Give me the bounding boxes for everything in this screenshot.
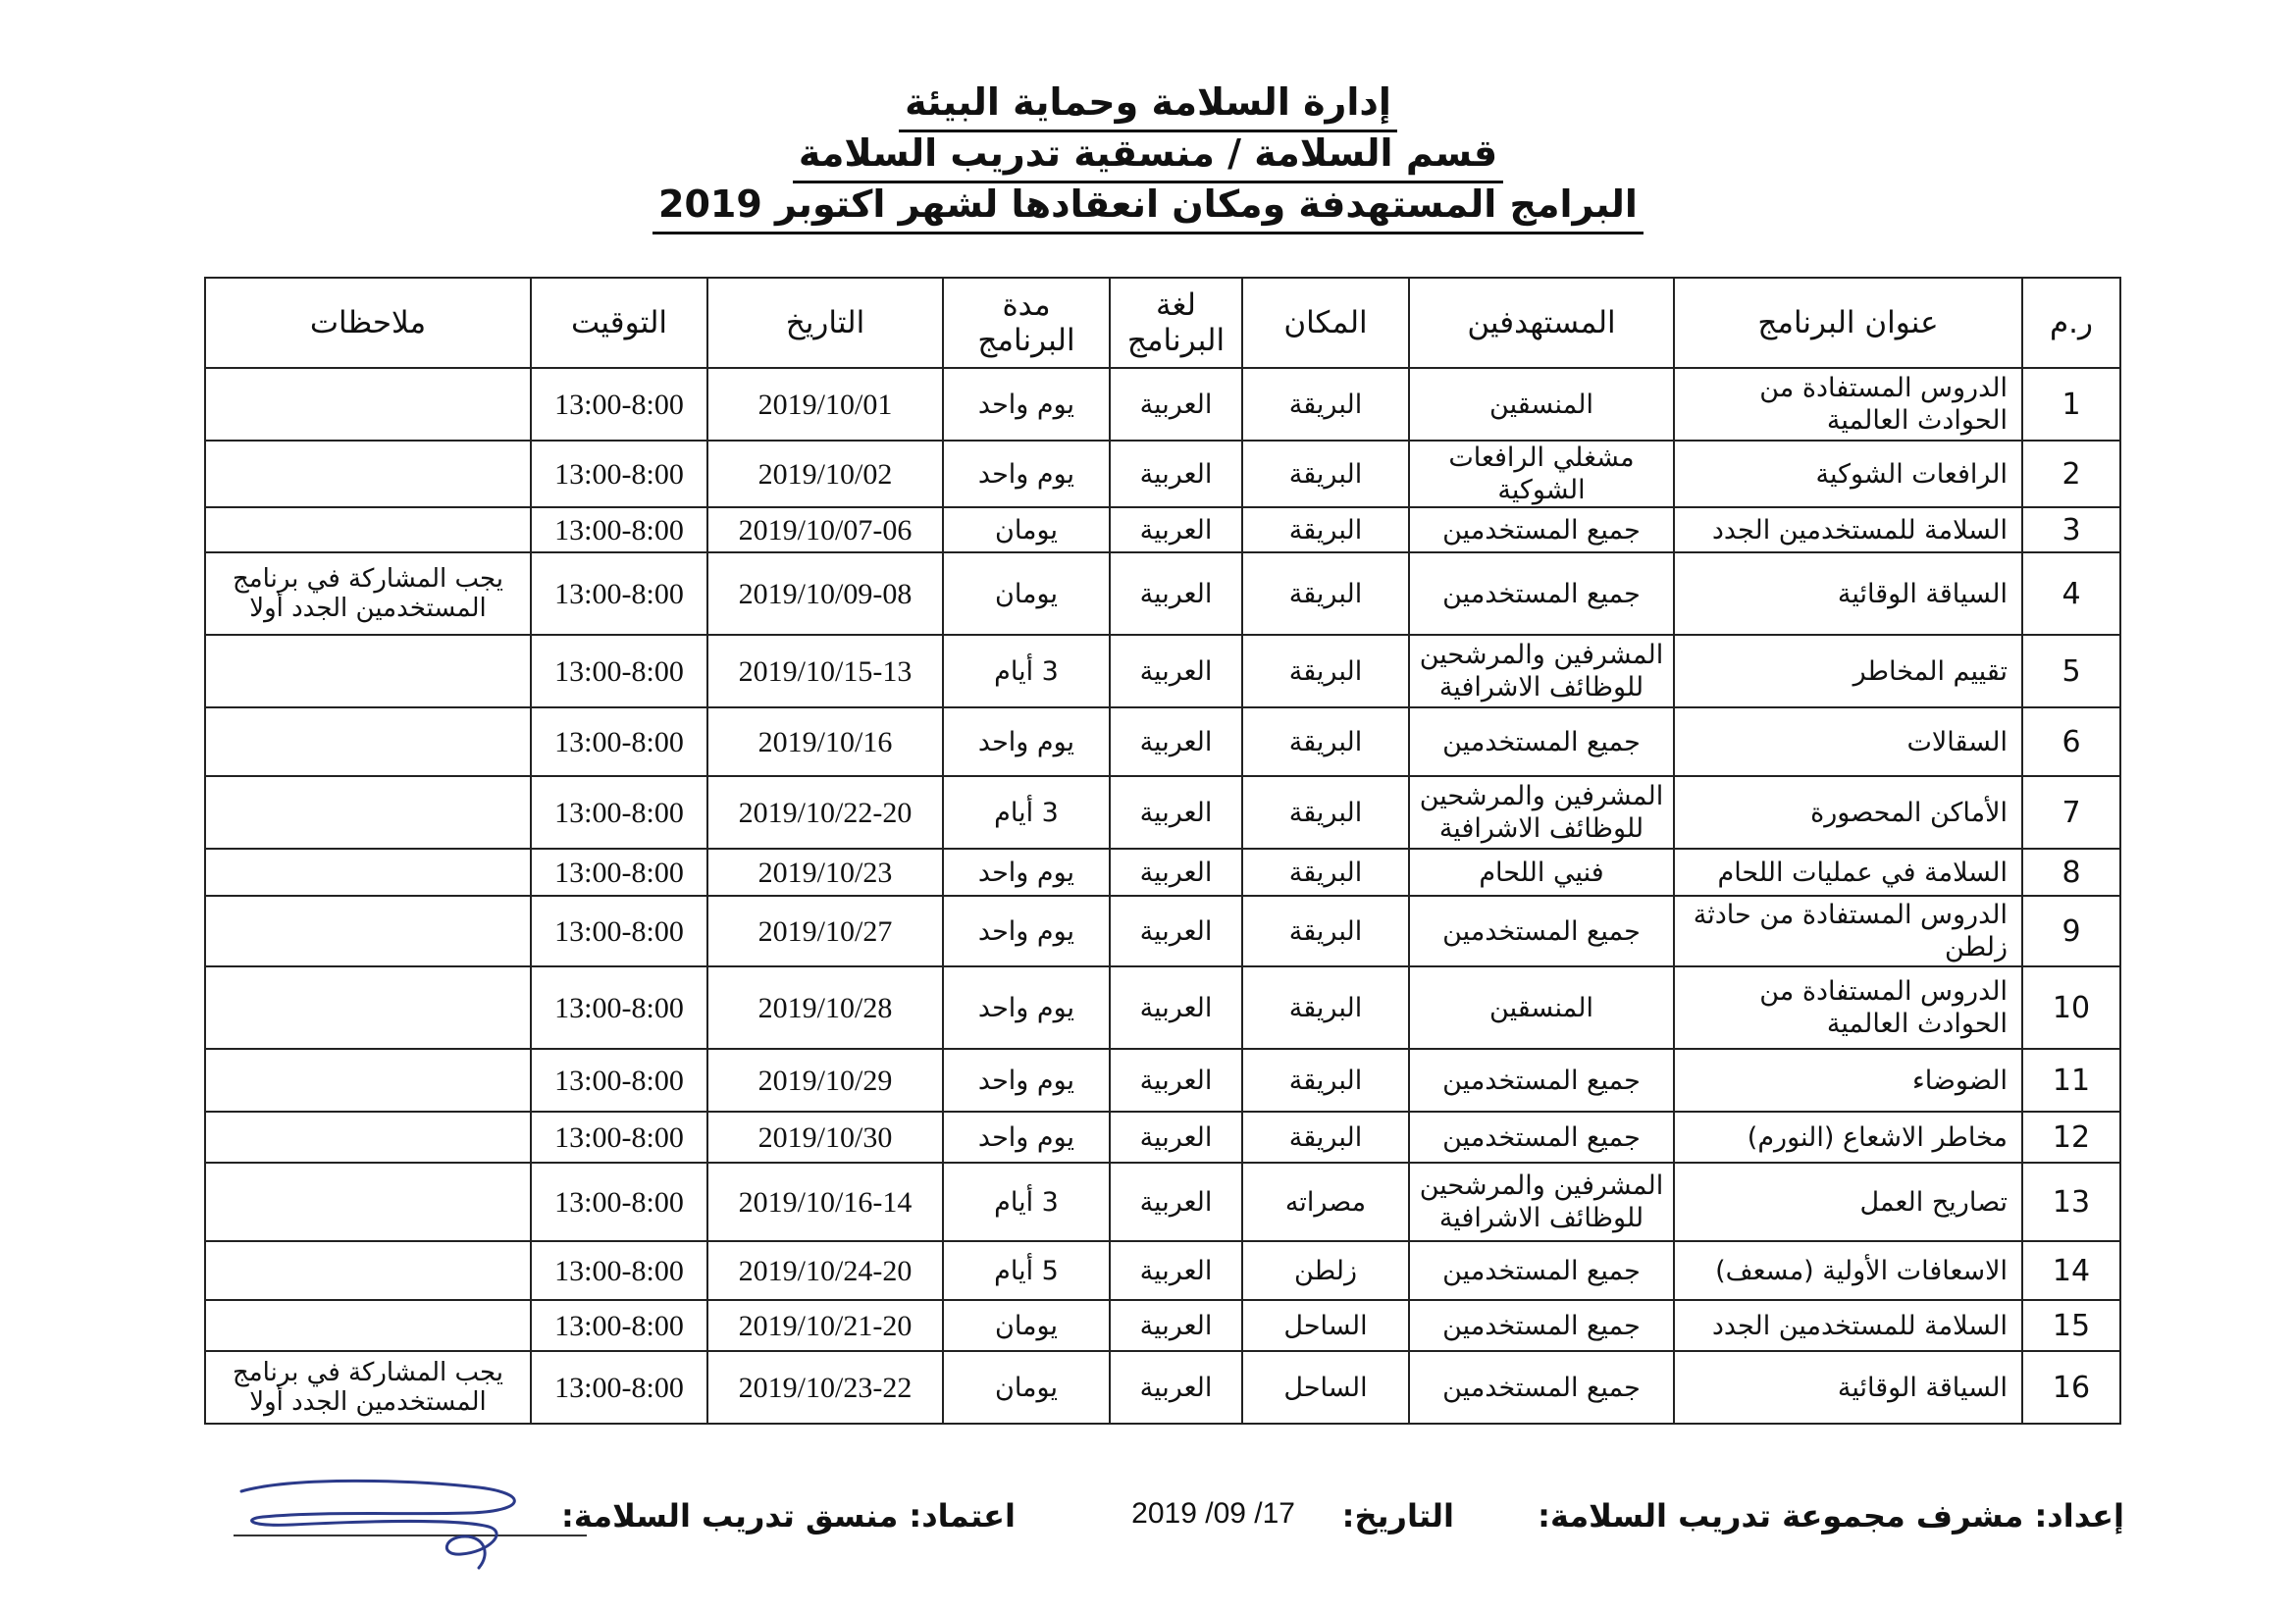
cell-time: 13:00-8:00: [531, 1241, 707, 1300]
cell-time: 13:00-8:00: [531, 635, 707, 707]
cell-target: جميع المستخدمين: [1409, 552, 1674, 635]
cell-notes: [205, 507, 531, 552]
cell-date: 2019/10/07-06: [707, 507, 943, 552]
cell-num: 2: [2022, 441, 2120, 507]
cell-notes: [205, 896, 531, 966]
cell-language: العربية: [1110, 1300, 1242, 1351]
cell-time: 13:00-8:00: [531, 707, 707, 776]
cell-title: تصاريح العمل: [1674, 1163, 2022, 1241]
table-row: [205, 849, 2120, 896]
header-section: قسم السلامة / منسقية تدريب السلامة: [0, 128, 2296, 179]
cell-date: 2019/10/24-20: [707, 1241, 943, 1300]
document-header: [0, 77, 2296, 230]
cell-date: 2019/10/23-22: [707, 1351, 943, 1424]
cell-notes: [205, 368, 531, 441]
cell-notes: [205, 966, 531, 1049]
cell-time: 13:00-8:00: [531, 776, 707, 849]
cell-duration: يوم واحد: [943, 368, 1110, 441]
cell-date: 2019/10/23: [707, 849, 943, 896]
cell-language: العربية: [1110, 1163, 1242, 1241]
cell-date: 2019/10/02: [707, 441, 943, 507]
cell-place: البريقة: [1242, 441, 1409, 507]
cell-notes: [205, 1300, 531, 1351]
cell-target: جميع المستخدمين: [1409, 707, 1674, 776]
cell-target: المشرفين والمرشحين للوظائف الاشرافية: [1409, 1163, 1674, 1241]
cell-target: جميع المستخدمين: [1409, 1300, 1674, 1351]
cell-num: 15: [2022, 1300, 2120, 1351]
table-row: [205, 552, 2120, 635]
cell-time: 13:00-8:00: [531, 552, 707, 635]
cell-title: الضوضاء: [1674, 1049, 2022, 1112]
cell-place: مصراته: [1242, 1163, 1409, 1241]
schedule-table-wrap: [206, 277, 2121, 1425]
cell-place: البريقة: [1242, 849, 1409, 896]
cell-time: 13:00-8:00: [531, 966, 707, 1049]
cell-notes: [205, 707, 531, 776]
cell-title: مخاطر الاشعاع (النورم): [1674, 1112, 2022, 1163]
cell-language: العربية: [1110, 368, 1242, 441]
cell-language: العربية: [1110, 776, 1242, 849]
table-row: [205, 1241, 2120, 1300]
cell-place: البريقة: [1242, 552, 1409, 635]
header-title: عنوان البرنامج: [1674, 278, 2022, 368]
cell-language: العربية: [1110, 1351, 1242, 1424]
cell-notes: [205, 1112, 531, 1163]
cell-date: 2019/10/15-13: [707, 635, 943, 707]
cell-time: 13:00-8:00: [531, 896, 707, 966]
cell-title: الاسعافات الأولية (مسعف): [1674, 1241, 2022, 1300]
date-value: 2019 /09 /17: [1131, 1497, 1295, 1530]
cell-num: 6: [2022, 707, 2120, 776]
cell-title: الدروس المستفادة من الحوادث العالمية: [1674, 368, 2022, 441]
cell-duration: يومان: [943, 1351, 1110, 1424]
header-target: المستهدفين: [1409, 278, 1674, 368]
table-row: [205, 368, 2120, 441]
cell-target: المنسقين: [1409, 966, 1674, 1049]
cell-num: 5: [2022, 635, 2120, 707]
cell-language: العربية: [1110, 635, 1242, 707]
cell-time: 13:00-8:00: [531, 1112, 707, 1163]
cell-target: جميع المستخدمين: [1409, 507, 1674, 552]
schedule-table: [204, 277, 2121, 1425]
cell-time: 13:00-8:00: [531, 441, 707, 507]
cell-notes: [205, 635, 531, 707]
cell-date: 2019/10/28: [707, 966, 943, 1049]
header-department: إدارة السلامة وحماية البيئة: [0, 77, 2296, 128]
cell-target: جميع المستخدمين: [1409, 1112, 1674, 1163]
cell-num: 14: [2022, 1241, 2120, 1300]
cell-duration: يوم واحد: [943, 707, 1110, 776]
header-language: لغة البرنامج: [1110, 278, 1242, 368]
header-schedule-title: البرامج المستهدفة ومكان انعقادها لشهر اكتوبر 2019: [0, 179, 2296, 230]
table-header-row: [205, 278, 2120, 368]
cell-notes: يجب المشاركة في برنامج المستخدمين الجدد أولا: [205, 1351, 531, 1424]
cell-place: البريقة: [1242, 635, 1409, 707]
date-label: التاريخ:: [1341, 1497, 1454, 1535]
prepared-by-label: إعداد: مشرف مجموعة تدريب السلامة:: [1538, 1497, 2124, 1535]
table-row: [205, 1300, 2120, 1351]
cell-target: المشرفين والمرشحين للوظائف الاشرافية: [1409, 635, 1674, 707]
cell-num: 8: [2022, 849, 2120, 896]
cell-target: جميع المستخدمين: [1409, 1241, 1674, 1300]
cell-notes: [205, 849, 531, 896]
cell-language: العربية: [1110, 966, 1242, 1049]
cell-place: البريقة: [1242, 507, 1409, 552]
cell-title: الرافعات الشوكية: [1674, 441, 2022, 507]
cell-date: 2019/10/16-14: [707, 1163, 943, 1241]
table-row: [205, 1351, 2120, 1424]
cell-notes: [205, 776, 531, 849]
cell-place: البريقة: [1242, 707, 1409, 776]
cell-place: البريقة: [1242, 966, 1409, 1049]
cell-duration: يوم واحد: [943, 966, 1110, 1049]
cell-date: 2019/10/16: [707, 707, 943, 776]
cell-date: 2019/10/22-20: [707, 776, 943, 849]
cell-num: 7: [2022, 776, 2120, 849]
table-row: [205, 635, 2120, 707]
cell-language: العربية: [1110, 1112, 1242, 1163]
cell-duration: يوم واحد: [943, 441, 1110, 507]
table-body: [205, 368, 2120, 1424]
table-row: [205, 1112, 2120, 1163]
cell-title: السياقة الوقائية: [1674, 1351, 2022, 1424]
cell-num: 12: [2022, 1112, 2120, 1163]
cell-place: البريقة: [1242, 1112, 1409, 1163]
cell-title: تقييم المخاطر: [1674, 635, 2022, 707]
header-notes: ملاحظات: [205, 278, 531, 368]
cell-target: جميع المستخدمين: [1409, 896, 1674, 966]
cell-notes: [205, 1241, 531, 1300]
cell-num: 13: [2022, 1163, 2120, 1241]
cell-title: الدروس المستفادة من الحوادث العالمية: [1674, 966, 2022, 1049]
header-num: ر.م: [2022, 278, 2120, 368]
cell-notes: [205, 441, 531, 507]
cell-place: البريقة: [1242, 368, 1409, 441]
cell-num: 10: [2022, 966, 2120, 1049]
cell-duration: يوم واحد: [943, 896, 1110, 966]
approved-by-label: اعتماد: منسق تدريب السلامة:: [561, 1497, 1016, 1535]
cell-target: جميع المستخدمين: [1409, 1351, 1674, 1424]
cell-num: 16: [2022, 1351, 2120, 1424]
cell-title: السقالات: [1674, 707, 2022, 776]
table-row: [205, 507, 2120, 552]
cell-title: السلامة في عمليات اللحام: [1674, 849, 2022, 896]
cell-language: العربية: [1110, 896, 1242, 966]
cell-title: الأماكن المحصورة: [1674, 776, 2022, 849]
cell-language: العربية: [1110, 1049, 1242, 1112]
cell-target: المنسقين: [1409, 368, 1674, 441]
cell-place: البريقة: [1242, 776, 1409, 849]
cell-date: 2019/10/21-20: [707, 1300, 943, 1351]
cell-time: 13:00-8:00: [531, 368, 707, 441]
cell-place: الساحل: [1242, 1300, 1409, 1351]
cell-num: 1: [2022, 368, 2120, 441]
cell-title: الدروس المستفادة من حادثة زلطن: [1674, 896, 2022, 966]
cell-duration: 3 أيام: [943, 776, 1110, 849]
cell-title: السلامة للمستخدمين الجدد: [1674, 507, 2022, 552]
cell-duration: يوم واحد: [943, 849, 1110, 896]
header-place: المكان: [1242, 278, 1409, 368]
cell-duration: يومان: [943, 552, 1110, 635]
handwritten-signature: [234, 1472, 646, 1599]
cell-notes: يجب المشاركة في برنامج المستخدمين الجدد أولا: [205, 552, 531, 635]
cell-num: 9: [2022, 896, 2120, 966]
cell-duration: 5 أيام: [943, 1241, 1110, 1300]
cell-language: العربية: [1110, 707, 1242, 776]
cell-duration: يومان: [943, 1300, 1110, 1351]
cell-place: البريقة: [1242, 896, 1409, 966]
cell-date: 2019/10/09-08: [707, 552, 943, 635]
header-duration: مدة البرنامج: [943, 278, 1110, 368]
cell-place: الساحل: [1242, 1351, 1409, 1424]
cell-language: العربية: [1110, 441, 1242, 507]
cell-date: 2019/10/30: [707, 1112, 943, 1163]
cell-time: 13:00-8:00: [531, 507, 707, 552]
cell-date: 2019/10/27: [707, 896, 943, 966]
cell-time: 13:00-8:00: [531, 1163, 707, 1241]
table-row: [205, 896, 2120, 966]
cell-target: جميع المستخدمين: [1409, 1049, 1674, 1112]
cell-language: العربية: [1110, 552, 1242, 635]
table-row: [205, 966, 2120, 1049]
cell-time: 13:00-8:00: [531, 1351, 707, 1424]
cell-num: 3: [2022, 507, 2120, 552]
cell-duration: 3 أيام: [943, 635, 1110, 707]
cell-num: 4: [2022, 552, 2120, 635]
cell-time: 13:00-8:00: [531, 1049, 707, 1112]
cell-num: 11: [2022, 1049, 2120, 1112]
cell-target: المشرفين والمرشحين للوظائف الاشرافية: [1409, 776, 1674, 849]
cell-place: زلطن: [1242, 1241, 1409, 1300]
cell-language: العربية: [1110, 507, 1242, 552]
table-row: [205, 1049, 2120, 1112]
table-row: [205, 707, 2120, 776]
cell-notes: [205, 1049, 531, 1112]
table-row: [205, 776, 2120, 849]
cell-duration: يومان: [943, 507, 1110, 552]
cell-title: السلامة للمستخدمين الجدد: [1674, 1300, 2022, 1351]
cell-date: 2019/10/01: [707, 368, 943, 441]
header-date: التاريخ: [707, 278, 943, 368]
cell-title: السياقة الوقائية: [1674, 552, 2022, 635]
table-row: [205, 1163, 2120, 1241]
cell-language: العربية: [1110, 849, 1242, 896]
table-row: [205, 441, 2120, 507]
cell-date: 2019/10/29: [707, 1049, 943, 1112]
cell-time: 13:00-8:00: [531, 1300, 707, 1351]
cell-target: مشغلي الرافعات الشوكية: [1409, 441, 1674, 507]
cell-time: 13:00-8:00: [531, 849, 707, 896]
cell-place: البريقة: [1242, 1049, 1409, 1112]
cell-notes: [205, 1163, 531, 1241]
cell-duration: يوم واحد: [943, 1112, 1110, 1163]
cell-duration: 3 أيام: [943, 1163, 1110, 1241]
cell-target: فنيي اللحام: [1409, 849, 1674, 896]
cell-duration: يوم واحد: [943, 1049, 1110, 1112]
cell-language: العربية: [1110, 1241, 1242, 1300]
header-time: التوقيت: [531, 278, 707, 368]
